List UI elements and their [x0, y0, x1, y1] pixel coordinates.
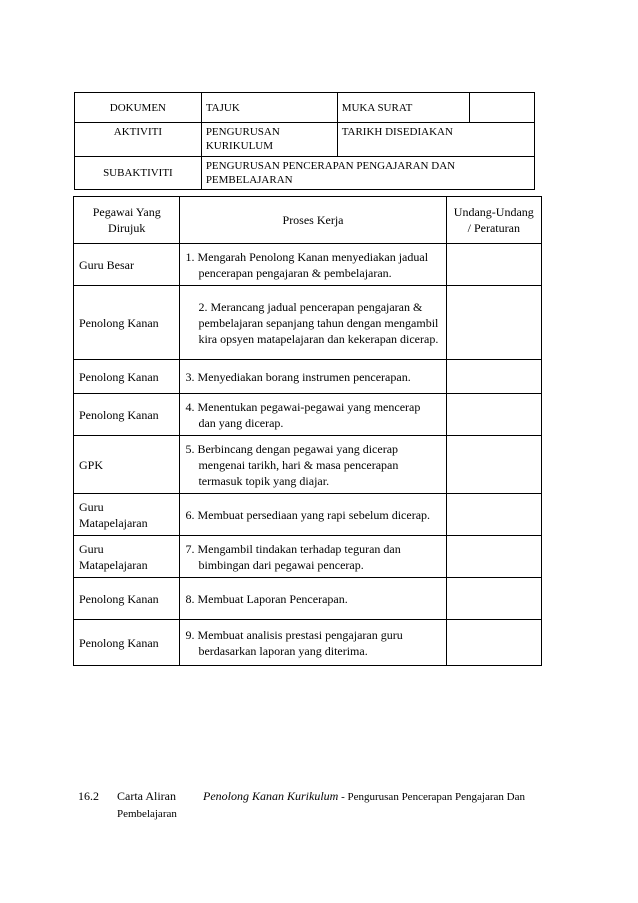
- pegawai-cell: Penolong Kanan: [74, 360, 180, 394]
- caption-rest: - Pengurusan Pencerapan Pengajaran Dan: [338, 791, 525, 803]
- col-header-pegawai: Pegawai Yang Dirujuk: [74, 197, 180, 244]
- col-header-proses: Proses Kerja: [180, 197, 446, 244]
- pegawai-cell: Penolong Kanan: [74, 578, 180, 620]
- tajuk-label: TAJUK: [201, 93, 337, 123]
- table-row: [74, 536, 542, 578]
- caption-number: 16.2: [78, 789, 99, 803]
- col-header-undang: Undang-Undang / Peraturan: [446, 197, 541, 244]
- caption-title: [203, 788, 563, 805]
- subaktiviti-value: PENGURUSAN PENCERAPAN PENGAJARAN DAN PEMBELAJARAN: [201, 157, 534, 190]
- proses-cell: 2. Merancang jadual pencerapan pengajaran & pembelajaran sepanjang tahun dengan mengambil kira opsyen matapelajaran dan kekerapan dicerap.: [180, 286, 446, 360]
- subaktiviti-label: SUBAKTIVITI: [75, 157, 202, 190]
- pegawai-cell: Penolong Kanan: [74, 286, 180, 360]
- muka-surat-label: MUKA SURAT: [337, 93, 469, 123]
- undang-cell: [446, 578, 541, 620]
- table-row: [74, 360, 542, 394]
- undang-cell: [446, 286, 541, 360]
- table-row: [74, 436, 542, 494]
- pegawai-cell: Guru Besar: [74, 244, 180, 286]
- table-row: [74, 494, 542, 536]
- undang-cell: [446, 244, 541, 286]
- proses-cell: 6. Membuat persediaan yang rapi sebelum dicerap.: [180, 494, 446, 536]
- table-row: [74, 394, 542, 436]
- table-row: [74, 578, 542, 620]
- table-row: [74, 244, 542, 286]
- proses-cell: 3. Menyediakan borang instrumen pencerapan.: [180, 360, 446, 394]
- pegawai-cell: Guru Matapelajaran: [74, 536, 180, 578]
- muka-surat-value: [469, 93, 534, 123]
- proses-cell: 4. Menentukan pegawai-pegawai yang mencerap dan yang dicerap.: [180, 394, 446, 436]
- pegawai-cell: Penolong Kanan: [74, 394, 180, 436]
- caption-italic: Penolong Kanan Kurikulum: [203, 789, 339, 803]
- undang-cell: [446, 394, 541, 436]
- document-header-table: [74, 92, 535, 190]
- aktiviti-label: AKTIVITI: [75, 123, 202, 157]
- proses-cell: 5. Berbincang dengan pegawai yang dicerap mengenai tarikh, hari & masa pencerapan termasuk topik yang diajar.: [180, 436, 446, 494]
- undang-cell: [446, 536, 541, 578]
- undang-cell: [446, 494, 541, 536]
- table-row: [74, 286, 542, 360]
- proses-cell: 7. Mengambil tindakan terhadap teguran dan bimbingan dari pegawai pencerap.: [180, 536, 446, 578]
- proses-cell: 9. Membuat analisis prestasi pengajaran guru berdasarkan laporan yang diterima.: [180, 620, 446, 666]
- pegawai-cell: Penolong Kanan: [74, 620, 180, 666]
- process-table: [73, 196, 542, 666]
- aktiviti-value: PENGURUSAN KURIKULUM: [201, 123, 337, 157]
- tarikh-disediakan-label: TARIKH DISEDIAKAN: [337, 123, 534, 157]
- undang-cell: [446, 360, 541, 394]
- undang-cell: [446, 436, 541, 494]
- pegawai-cell: GPK: [74, 436, 180, 494]
- proses-cell: 8. Membuat Laporan Pencerapan.: [180, 578, 446, 620]
- dokumen-label: DOKUMEN: [75, 93, 202, 123]
- undang-cell: [446, 620, 541, 666]
- caption-label: Carta Aliran: [117, 789, 176, 803]
- pegawai-cell: Guru Matapelajaran: [74, 494, 180, 536]
- proses-cell: 1. Mengarah Penolong Kanan menyediakan jadual pencerapan pengajaran & pembelajaran.: [180, 244, 446, 286]
- caption-line2: Pembelajaran: [117, 808, 177, 820]
- table-row: [74, 620, 542, 666]
